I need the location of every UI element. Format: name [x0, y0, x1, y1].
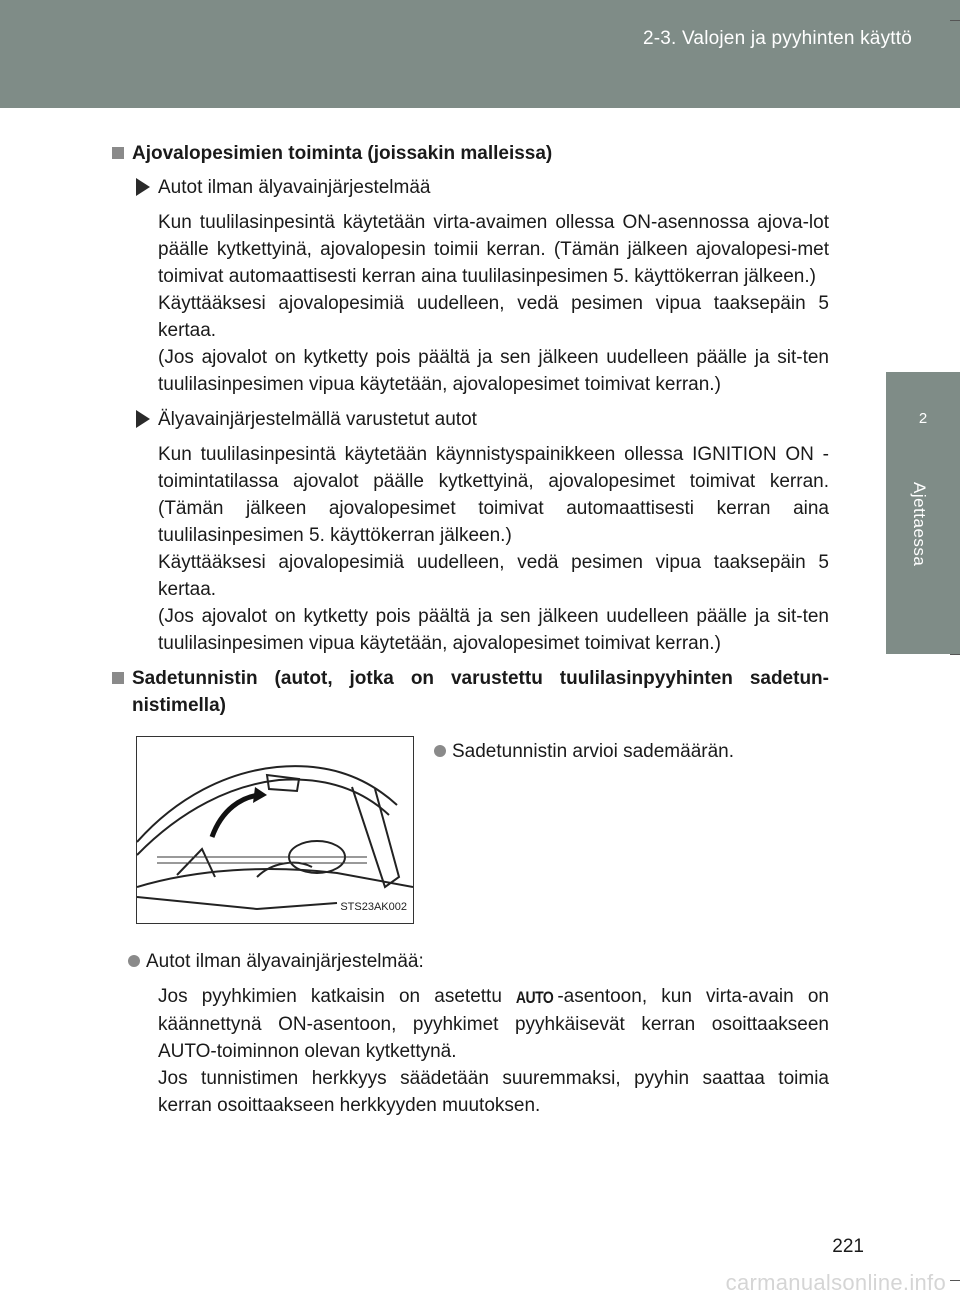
sub-heading	[136, 406, 829, 433]
paragraph: Jos tunnistimen herkkyys säädetään suuremmaksi, pyyhin saattaa toimia kerran osoittaakseen herkkyyden muutoksen.	[158, 1068, 829, 1116]
section-heading	[112, 665, 829, 719]
paragraph-text: -asentoon, kun virta-avain on käännettynä ON-asentoon, pyyhkimet pyyhkäisevät kerran osoittaakseen AUTO-toiminnon olevan kytkettynä.	[158, 986, 829, 1062]
bullet-text: Autot ilman älyavainjärjestelmää:	[146, 951, 424, 972]
paragraph-text: Jos pyyhkimien katkaisin on asetettu	[158, 986, 502, 1007]
circle-bullet-icon	[128, 955, 140, 967]
side-tab	[886, 372, 960, 654]
page-content	[112, 140, 829, 1127]
section-heading-text: Sadetunnistin (autot, jotka on varustettu tuulilasinpyyhinten sadetun-nistimella)	[132, 668, 829, 716]
paragraph: Kun tuulilasinpesintä käytetään käynnistyspainikkeen ollessa IGNITION ON -toimintatilassa ajovalot päälle kytkettyinä, ajovalopesimet toimivat kerran. (Tämän jälkeen ajovalopesimet toimivat automaattisesti kerran aina tuulilasinpesimen 5. käyttökerran jälkeen.)	[158, 444, 829, 546]
figure-block	[112, 726, 829, 938]
sub-heading-text: Älyavainjärjestelmällä varustetut autot	[158, 409, 477, 430]
chapter-title: 2-3. Valojen ja pyyhinten käyttö	[642, 28, 912, 49]
paragraph	[158, 983, 829, 1065]
section-heading	[112, 140, 829, 167]
watermark: carmanualsonline.info	[725, 1270, 946, 1295]
paragraph-block	[158, 209, 829, 398]
paragraph: Kun tuulilasinpesintä käytetään virta-avaimen ollessa ON-asennossa ajova-lot päälle kytkettyinä, ajovalopesin toimii kerran. (Tämän jälkeen ajovalopesi-met toimivat automaattisesti kerran aina tuulilasinpesimen 5. käyttökerran jälkeen.)	[158, 212, 829, 287]
auto-mode-icon: AUTO	[515, 987, 554, 1007]
figure-bullet	[434, 738, 734, 765]
bullet-row	[128, 948, 829, 975]
triangle-bullet-icon	[136, 178, 150, 196]
paragraph: (Jos ajovalot on kytketty pois päältä ja sen jälkeen uudelleen päälle ja sit-ten tuulilasinpesimen vipua käytetään, ajovalopesimet toimivat kerran.)	[158, 606, 829, 654]
sub-heading-text: Autot ilman älyavainjärjestelmää	[158, 177, 431, 198]
triangle-bullet-icon	[136, 410, 150, 428]
crop-mark	[950, 654, 960, 655]
paragraph: (Jos ajovalot on kytketty pois päältä ja sen jälkeen uudelleen päälle ja sit-ten tuulilasinpesimen vipua käytetään, ajovalopesimet toimivat kerran.)	[158, 347, 829, 395]
figure-bullet-text: Sadetunnistin arvioi sademäärän.	[452, 741, 735, 762]
figure-code: STS23AK002	[340, 901, 407, 913]
side-tab-label: Ajettaessa	[910, 482, 929, 567]
windshield-illustration	[136, 736, 414, 924]
crop-mark	[950, 1280, 960, 1281]
paragraph-block	[158, 441, 829, 657]
paragraph: Käyttääksesi ajovalopesimiä uudelleen, vedä pesimen vipua taaksepäin 5 kertaa.	[158, 552, 829, 600]
paragraph-block	[158, 983, 829, 1119]
header-bar	[0, 0, 960, 108]
square-bullet-icon	[112, 147, 124, 159]
square-bullet-icon	[112, 672, 124, 684]
circle-bullet-icon	[434, 745, 446, 757]
section-heading-text: Ajovalopesimien toiminta (joissakin malleissa)	[132, 143, 553, 164]
sub-heading	[136, 174, 829, 201]
crop-mark	[950, 20, 960, 21]
side-tab-number: 2	[918, 410, 928, 427]
page-number: 221	[832, 1236, 864, 1257]
paragraph: Käyttääksesi ajovalopesimiä uudelleen, vedä pesimen vipua taaksepäin 5 kertaa.	[158, 293, 829, 341]
